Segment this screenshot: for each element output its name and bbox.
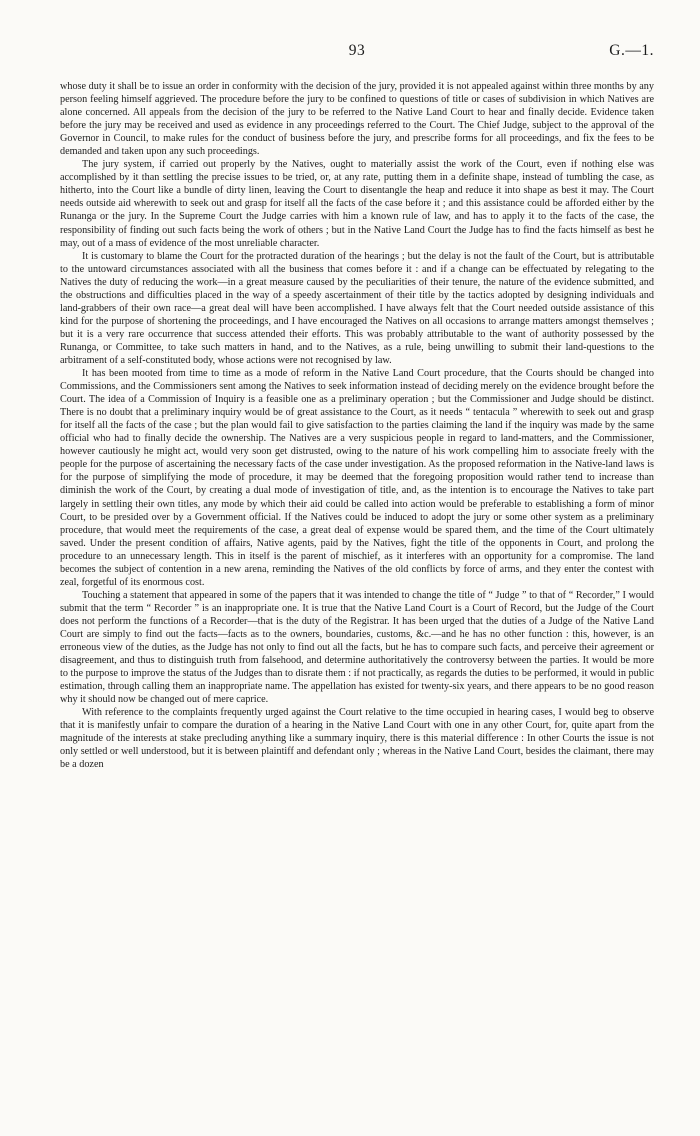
paragraph-2: The jury system, if carried out properly by the Natives, ought to materially assist the work of the Court, even if nothing else was accomplished by it than settling the precise issues to be tried, or, at any rate, putting them in a definite shape, instead of tumbling the case, as hitherto, into the Court like a bundle of dirty linen, leaving the Court to disentangle the heap and reduce it into shape as best it may. The Court needs outside aid wherewith to seek out and grasp for itself all the facts of the case before it ; and this assistance could be afforded either by the Runanga or the jury. In the Supreme Court the Judge carries with him a known rule of law, and has to apply it to the facts of the case, the responsibility of finding out such facts being the work of others ; but in the Native Land Court the Judge has to find the facts himself as best he may, out of a mass of evidence of the most unreliable character. — [60, 159, 654, 249]
paragraph-1: whose duty it shall be to issue an order in conformity with the decision of the jury, provided it is not appealed against within three months by any person feeling himself aggrieved. The procedure before the jury to be confined to questions of title or cases of subdivision in which Natives are alone concerned. All appeals from the decision of the jury to be referred to the Native Land Court to hear and finally decide. Evidence taken before the jury may be received and used as evidence in any proceedings referred to the Court. The Chief Judge, subject to the approval of the Governor in Council, to make rules for the conduct of business before the jury, and prescribe forms for all proceedings, and fix the fees to be demanded and taken upon any such proceedings. — [60, 81, 654, 158]
body-text — [60, 80, 654, 771]
paragraph-6: With reference to the complaints frequently urged against the Court relative to the time occupied in hearing cases, I would beg to observe that it is manifestly unfair to compare the duration of a hearing in the Native Land Court with one in any other Court, for, quite apart from the magnitude of the interests at stake precluding anything like a summary inquiry, there is this material difference : In other Courts the issue is not only settled or well understood, but it is between plaintiff and defendant only ; whereas in the Native Land Court, besides the claimant, there may be a dozen — [60, 707, 654, 771]
document-reference: G.—1. — [609, 42, 654, 59]
page-number: 93 — [348, 42, 366, 59]
paragraph-5: Touching a statement that appeared in some of the papers that it was intended to change the title of “ Judge ” to that of “ Recorder,” I would submit that the term “ Recorder ” is an inappropriate one. It is true that the Native Land Court is a Court of Record, but the Judge of the Court does not perform the functions of a Recorder—that is the duty of the Registrar. It has been urged that the duties of a Judge of the Native Land Court are simply to find out the facts—facts as to the owners, boundaries, customs, &c.—and he has no other function : this, however, is an erroneous view of the duties, as the Judge has not only to find out all the facts, but he has to compare such facts, and perceive their agreement or disagreement, and thus to distinguish truth from falsehood, and determine authoritatively the controversy between the parties. It would be more to the purpose to improve the status of the Judges than to disrate them : if not practically, as regards the duties to be performed, it would in public estimation, through calling them an inappropriate name. The appellation has existed for twenty-six years, and there appears to be no good reason why it should now be changed out of mere caprice. — [60, 589, 654, 706]
paragraph-4: It has been mooted from time to time as a mode of reform in the Native Land Court procedure, that the Courts should be changed into Commissions, and the Commissioners sent among the Natives to seek information instead of deciding merely on the evidence brought before the Court. The idea of a Commission of Inquiry is a feasible one as a preliminary operation ; but the Commissioner and Judge should be distinct. There is no doubt that a preliminary inquiry would be of great assistance to the Court, as it needs “ tentacula ” wherewith to seek out and grasp for itself all the facts of the case ; but the plan would fail to give satisfaction to the parties claiming the land if the inquiry was made by the same official who had to finally decide the ownership. The Natives are a very suspicious people in regard to land-matters, and the Commissioner, however cautiously he might act, would very soon get distrusted, owing to the nature of his work compelling him to associate freely with the people for the purpose of ascertaining the necessary facts of the case under investigation. As the proposed reformation in the Native-land laws is for the purpose of simplifying the mode of procedure, it may be deemed that the foregoing proposition would rather tend to increase than diminish the work of the Court, by creating a dual mode of investigation of title, and, as the intention is to encourage the Natives to take part largely in settling their own titles, any mode by which their aid could be called into action would be preferable to establishing a form of minor Court, to be presided over by a Government official. If the Natives could be induced to adopt the jury or some other system as a preliminary procedure, that would meet the requirements of the case, a great deal of expense would be spared them, and the time of the Court ultimately saved. Under the present condition of affairs, Native agents, paid by the Natives, fight the title of the opponents in Court, and prolong the procedure to an unnecessary length. This in itself is the parent of mischief, as it interferes with an opportunity for a compromise. The land becomes the subject of contention in a new arena, reminding the Natives of the old conflicts by force of arms, and they enter the contest with zeal, forgetful of its enormous cost. — [60, 368, 654, 588]
page-header — [60, 40, 654, 80]
paragraph-3: It is customary to blame the Court for the protracted duration of the hearings ; but the delay is not the fault of the Court, but is attributable to the untoward circumstances associated with all the business that comes before it : and if a change can be effectuated by relegating to the Natives the duty of reducing the work—in a great measure caused by the peculiarities of their tenure, the nature of the evidence submitted, and the obstructions and difficulties placed in the way of a speedy ascertainment of their title by the tactics adopted by designing individuals and land-grabbers of their own race—a great deal will have been accomplished. I have always felt that the Court needed outside assistance of this kind for the purpose of shortening the proceedings, and I have encouraged the Natives on all occasions to arrange matters amongst themselves ; but it is a very rare occurrence that success attended their efforts. This was probably attributable to the want of authority possessed by the Runanga, or Committee, to take such matters in hand, and to the Natives, as a rule, being unwilling to submit their land-questions to the arbitrament of a self-constituted body, whose actions were not recognised by law. — [60, 250, 654, 366]
